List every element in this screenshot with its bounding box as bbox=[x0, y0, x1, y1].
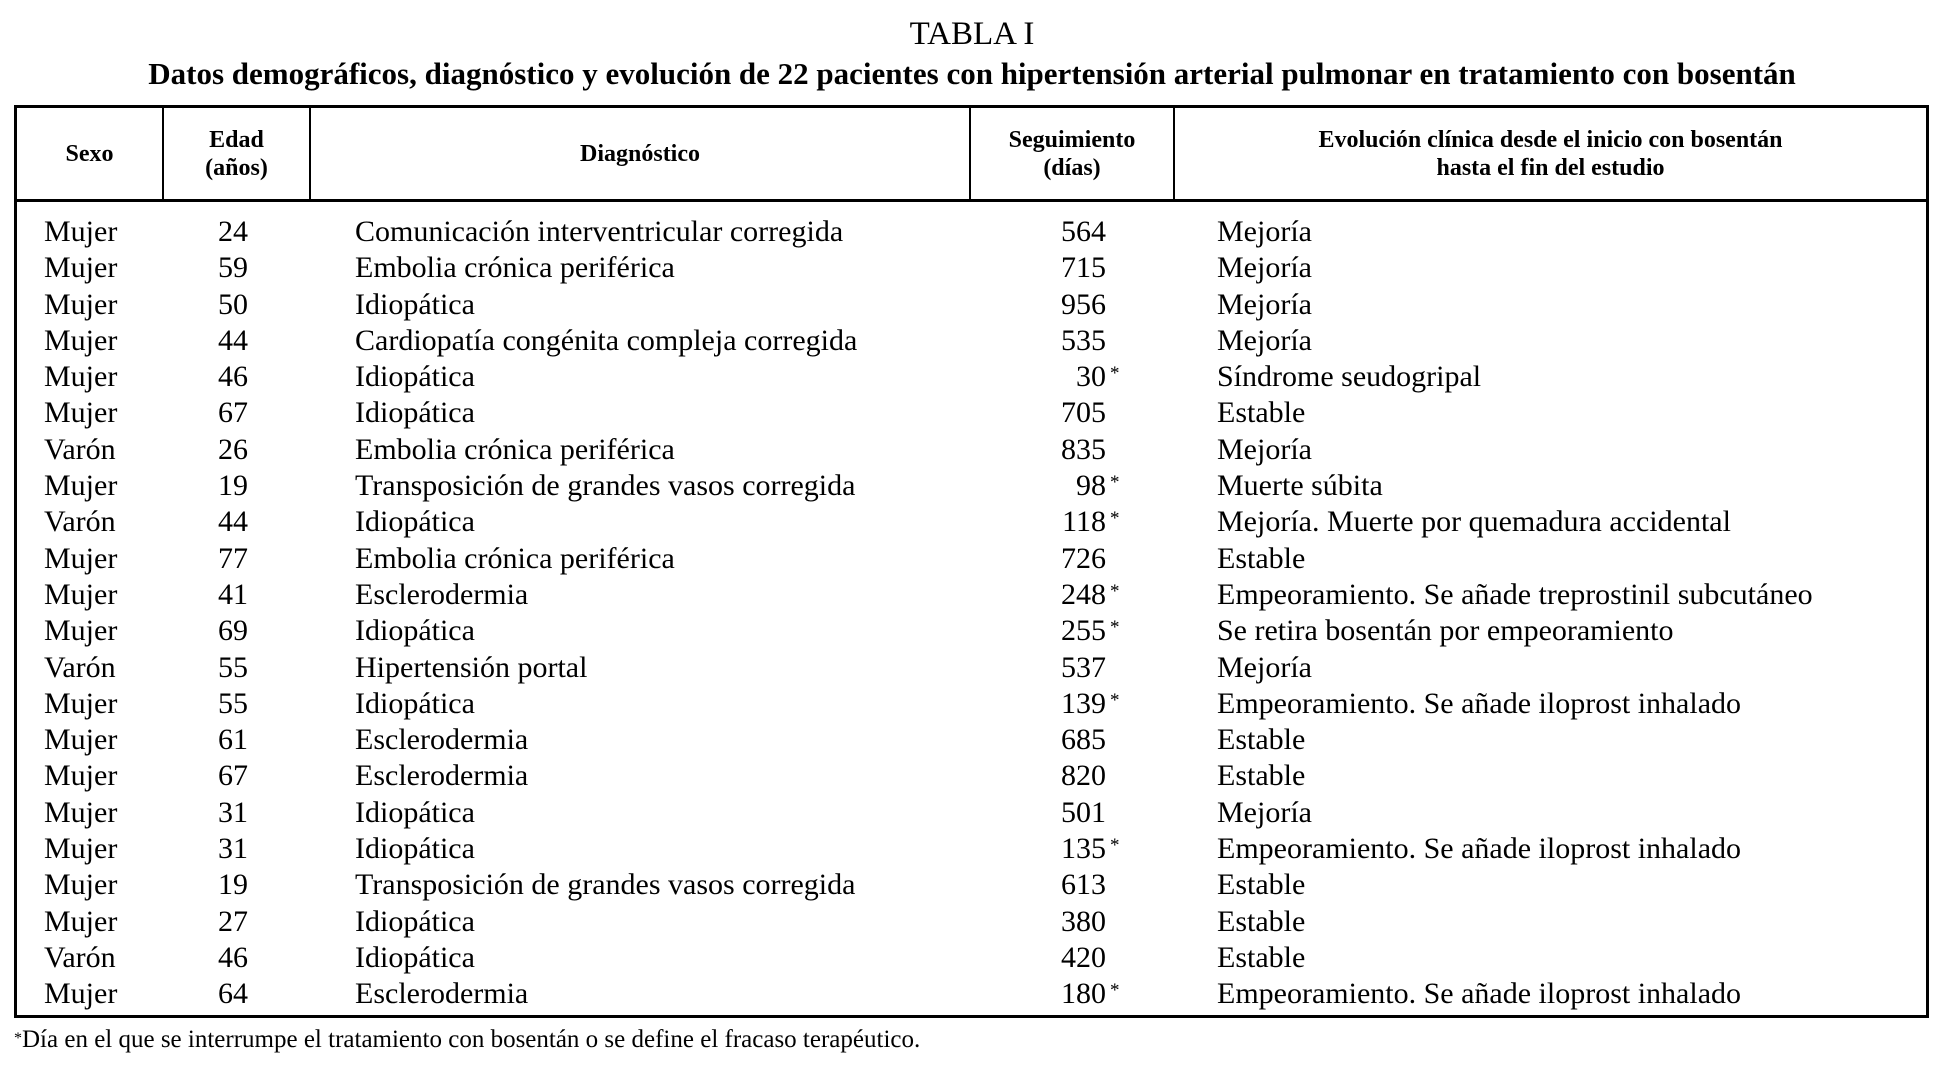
asterisk-mark: * bbox=[1110, 508, 1120, 530]
cell-diagnostico: Idiopática bbox=[355, 940, 475, 974]
cell-diagnostico: Idiopática bbox=[355, 614, 475, 648]
cell-seguimiento bbox=[974, 686, 1120, 722]
table-caption: TABLA I bbox=[909, 16, 1035, 52]
cell-diagnostico: Hipertensión portal bbox=[355, 650, 588, 684]
table-row bbox=[14, 940, 1929, 976]
cell-evolucion: Síndrome seudogripal bbox=[1217, 360, 1482, 394]
cell-seguimiento bbox=[974, 504, 1120, 540]
cell-evolucion: Mejoría bbox=[1217, 432, 1312, 466]
cell-edad: 44 bbox=[218, 323, 248, 357]
seguimiento-value: 820 bbox=[1061, 759, 1106, 793]
seguimiento-value: 835 bbox=[1061, 432, 1106, 466]
cell-seguimiento bbox=[974, 976, 1120, 1012]
seguimiento-value: 564 bbox=[1061, 215, 1106, 248]
seguimiento-value: 613 bbox=[1061, 868, 1106, 902]
header-rule bbox=[14, 199, 1929, 202]
cell-evolucion: Empeoramiento. Se añade iloprost inhalado bbox=[1217, 686, 1742, 720]
header-edad-line2: (años) bbox=[205, 154, 268, 181]
cell-edad: 31 bbox=[218, 795, 248, 829]
table-row bbox=[14, 613, 1929, 649]
header-diagnostico-label: Diagnóstico bbox=[580, 140, 700, 167]
cell-seguimiento bbox=[974, 287, 1106, 323]
cell-evolucion: Mejoría bbox=[1217, 650, 1312, 684]
cell-edad: 31 bbox=[218, 832, 248, 866]
cell-edad: 67 bbox=[218, 759, 248, 793]
header-seguimiento-line1: Seguimiento bbox=[1008, 126, 1136, 153]
cell-seguimiento bbox=[974, 722, 1106, 758]
seguimiento-value: 685 bbox=[1061, 723, 1106, 757]
seguimiento-value: 715 bbox=[1061, 251, 1106, 285]
cell-diagnostico: Transposición de grandes vasos corregida bbox=[355, 469, 856, 503]
cell-sexo: Mujer bbox=[44, 396, 118, 430]
cell-seguimiento bbox=[974, 795, 1106, 831]
cell-sexo: Mujer bbox=[44, 904, 118, 938]
cell-edad: 50 bbox=[218, 287, 248, 321]
header-sexo bbox=[17, 108, 162, 199]
seguimiento-value: 726 bbox=[1061, 541, 1106, 575]
cell-evolucion: Mejoría bbox=[1217, 795, 1312, 829]
cell-seguimiento bbox=[974, 867, 1106, 903]
footnote-text: Día en el que se interrumpe el tratamiento con bosentán o se define el fracaso terapéutico. bbox=[22, 1026, 921, 1053]
table-row bbox=[14, 976, 1929, 1012]
cell-diagnostico: Esclerodermia bbox=[355, 977, 529, 1011]
table-row bbox=[14, 432, 1929, 468]
seguimiento-value: 248 bbox=[1061, 577, 1106, 611]
cell-sexo: Mujer bbox=[44, 577, 118, 611]
cell-sexo: Mujer bbox=[44, 323, 118, 357]
cell-edad: 55 bbox=[218, 686, 248, 720]
cell-seguimiento bbox=[974, 940, 1106, 976]
header-evolucion-line2: hasta el fin del estudio bbox=[1436, 154, 1665, 181]
table-row bbox=[14, 504, 1929, 540]
cell-sexo: Mujer bbox=[44, 977, 118, 1011]
cell-evolucion: Se retira bosentán por empeoramiento bbox=[1217, 614, 1674, 648]
cell-edad: 55 bbox=[218, 650, 248, 684]
cell-seguimiento bbox=[974, 541, 1106, 577]
table-body bbox=[14, 214, 1929, 1013]
seguimiento-value: 535 bbox=[1061, 323, 1106, 357]
table-row bbox=[14, 831, 1929, 867]
cell-evolucion: Mejoría. Muerte por quemadura accidental bbox=[1217, 505, 1731, 539]
asterisk-mark: * bbox=[1110, 980, 1120, 1002]
table-row bbox=[14, 395, 1929, 431]
seguimiento-value: 98 bbox=[1076, 469, 1106, 503]
cell-sexo: Mujer bbox=[44, 795, 118, 829]
cell-diagnostico: Comunicación interventricular corregida bbox=[355, 215, 844, 248]
cell-sexo: Mujer bbox=[44, 215, 118, 248]
cell-diagnostico: Idiopática bbox=[355, 505, 475, 539]
cell-evolucion: Mejoría bbox=[1217, 251, 1312, 285]
table-row bbox=[14, 359, 1929, 395]
cell-sexo: Varón bbox=[44, 505, 116, 539]
cell-diagnostico: Embolia crónica periférica bbox=[355, 251, 675, 285]
cell-diagnostico: Embolia crónica periférica bbox=[355, 432, 675, 466]
table-row bbox=[14, 468, 1929, 504]
cell-sexo: Varón bbox=[44, 940, 116, 974]
cell-sexo: Mujer bbox=[44, 614, 118, 648]
cell-edad: 59 bbox=[218, 251, 248, 285]
asterisk-mark: * bbox=[1110, 689, 1120, 711]
cell-edad: 19 bbox=[218, 868, 248, 902]
cell-edad: 27 bbox=[218, 904, 248, 938]
header-evolucion-line1: Evolución clínica desde el inicio con bosentán bbox=[1318, 126, 1783, 153]
cell-seguimiento bbox=[974, 650, 1106, 686]
seguimiento-value: 420 bbox=[1061, 940, 1106, 974]
cell-edad: 64 bbox=[218, 977, 248, 1011]
cell-evolucion: Empeoramiento. Se añade iloprost inhalado bbox=[1217, 832, 1742, 866]
cell-diagnostico: Esclerodermia bbox=[355, 577, 529, 611]
cell-evolucion: Estable bbox=[1217, 904, 1306, 938]
cell-edad: 61 bbox=[218, 723, 248, 757]
cell-seguimiento bbox=[974, 758, 1106, 794]
cell-seguimiento bbox=[974, 214, 1106, 250]
asterisk-mark: * bbox=[1110, 363, 1120, 385]
asterisk-mark: * bbox=[1110, 472, 1120, 494]
cell-sexo: Mujer bbox=[44, 287, 118, 321]
cell-evolucion: Muerte súbita bbox=[1217, 469, 1383, 503]
cell-evolucion: Empeoramiento. Se añade treprostinil subcutáneo bbox=[1217, 577, 1813, 611]
cell-sexo: Mujer bbox=[44, 868, 118, 902]
cell-sexo: Varón bbox=[44, 432, 116, 466]
cell-edad: 67 bbox=[218, 396, 248, 430]
cell-evolucion: Mejoría bbox=[1217, 323, 1312, 357]
footnote bbox=[14, 1024, 920, 1056]
header-edad-line1: Edad bbox=[209, 126, 264, 153]
cell-sexo: Mujer bbox=[44, 469, 118, 503]
seguimiento-value: 30 bbox=[1076, 360, 1106, 394]
cell-edad: 77 bbox=[218, 541, 248, 575]
cell-edad: 44 bbox=[218, 505, 248, 539]
cell-diagnostico: Cardiopatía congénita compleja corregida bbox=[355, 323, 858, 357]
cell-edad: 24 bbox=[218, 215, 248, 248]
cell-seguimiento bbox=[974, 323, 1106, 359]
table-row bbox=[14, 795, 1929, 831]
cell-seguimiento bbox=[974, 432, 1106, 468]
header-diagnostico bbox=[311, 108, 969, 199]
cell-evolucion: Estable bbox=[1217, 396, 1306, 430]
cell-edad: 46 bbox=[218, 360, 248, 394]
seguimiento-value: 135 bbox=[1061, 832, 1106, 866]
cell-sexo: Mujer bbox=[44, 251, 118, 285]
table-row bbox=[14, 541, 1929, 577]
cell-sexo: Mujer bbox=[44, 832, 118, 866]
cell-evolucion: Mejoría bbox=[1217, 215, 1312, 248]
table-row bbox=[14, 250, 1929, 286]
header-seguimiento bbox=[971, 108, 1173, 199]
footnote-mark: * bbox=[14, 1030, 22, 1047]
cell-sexo: Mujer bbox=[44, 541, 118, 575]
cell-evolucion: Mejoría bbox=[1217, 287, 1312, 321]
cell-evolucion: Estable bbox=[1217, 868, 1306, 902]
seguimiento-value: 255 bbox=[1061, 614, 1106, 648]
cell-seguimiento bbox=[974, 613, 1120, 649]
cell-sexo: Mujer bbox=[44, 759, 118, 793]
header-evolucion bbox=[1175, 108, 1926, 199]
table-row bbox=[14, 686, 1929, 722]
asterisk-mark: * bbox=[1110, 617, 1120, 639]
seguimiento-value: 139 bbox=[1061, 686, 1106, 720]
cell-diagnostico: Idiopática bbox=[355, 686, 475, 720]
table-row bbox=[14, 577, 1929, 613]
cell-diagnostico: Transposición de grandes vasos corregida bbox=[355, 868, 856, 902]
cell-diagnostico: Esclerodermia bbox=[355, 723, 529, 757]
cell-seguimiento bbox=[974, 831, 1120, 867]
cell-seguimiento bbox=[974, 904, 1106, 940]
cell-diagnostico: Esclerodermia bbox=[355, 759, 529, 793]
cell-diagnostico: Idiopática bbox=[355, 396, 475, 430]
cell-diagnostico: Idiopática bbox=[355, 904, 475, 938]
seguimiento-value: 380 bbox=[1061, 904, 1106, 938]
cell-evolucion: Empeoramiento. Se añade iloprost inhalado bbox=[1217, 977, 1742, 1011]
cell-edad: 26 bbox=[218, 432, 248, 466]
table-row bbox=[14, 323, 1929, 359]
cell-evolucion: Estable bbox=[1217, 940, 1306, 974]
cell-diagnostico: Idiopática bbox=[355, 832, 475, 866]
table-title: Datos demográficos, diagnóstico y evolución de 22 pacientes con hipertensión arterial pulmonar en tratamiento con bosentán bbox=[148, 56, 1796, 91]
table-row bbox=[14, 867, 1929, 903]
header-edad bbox=[164, 108, 309, 199]
cell-seguimiento bbox=[974, 577, 1120, 613]
cell-seguimiento bbox=[974, 250, 1106, 286]
asterisk-mark: * bbox=[1110, 580, 1120, 602]
seguimiento-value: 956 bbox=[1061, 287, 1106, 321]
seguimiento-value: 705 bbox=[1061, 396, 1106, 430]
cell-diagnostico: Idiopática bbox=[355, 360, 475, 394]
cell-evolucion: Estable bbox=[1217, 541, 1306, 575]
cell-edad: 69 bbox=[218, 614, 248, 648]
cell-seguimiento bbox=[974, 468, 1120, 504]
header-sexo-label: Sexo bbox=[65, 140, 114, 167]
cell-sexo: Varón bbox=[44, 650, 116, 684]
cell-edad: 19 bbox=[218, 469, 248, 503]
seguimiento-value: 501 bbox=[1061, 795, 1106, 829]
table-row bbox=[14, 758, 1929, 794]
cell-edad: 46 bbox=[218, 940, 248, 974]
cell-sexo: Mujer bbox=[44, 360, 118, 394]
asterisk-mark: * bbox=[1110, 835, 1120, 857]
cell-evolucion: Estable bbox=[1217, 723, 1306, 757]
cell-seguimiento bbox=[974, 395, 1106, 431]
header-seguimiento-line2: (días) bbox=[1043, 154, 1101, 181]
seguimiento-value: 537 bbox=[1061, 650, 1106, 684]
seguimiento-value: 180 bbox=[1061, 977, 1106, 1011]
cell-seguimiento bbox=[974, 359, 1120, 395]
table-row bbox=[14, 904, 1929, 940]
cell-evolucion: Estable bbox=[1217, 759, 1306, 793]
table-row bbox=[14, 214, 1929, 250]
cell-diagnostico: Idiopática bbox=[355, 795, 475, 829]
cell-diagnostico: Idiopática bbox=[355, 287, 475, 321]
table-row bbox=[14, 722, 1929, 758]
table-row bbox=[14, 650, 1929, 686]
cell-sexo: Mujer bbox=[44, 723, 118, 757]
cell-diagnostico: Embolia crónica periférica bbox=[355, 541, 675, 575]
seguimiento-value: 118 bbox=[1062, 505, 1106, 539]
cell-sexo: Mujer bbox=[44, 686, 118, 720]
cell-edad: 41 bbox=[218, 577, 248, 611]
table-row bbox=[14, 287, 1929, 323]
